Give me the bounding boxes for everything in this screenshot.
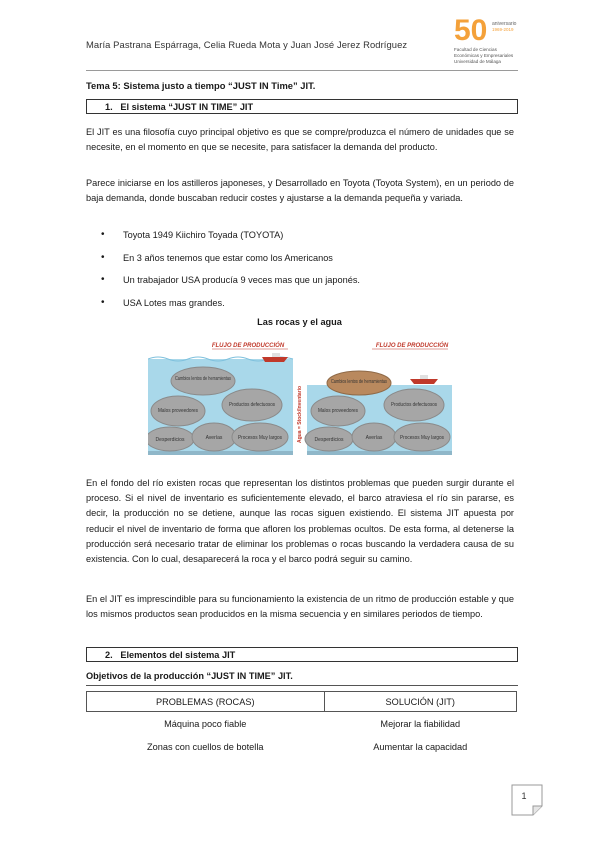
rock-label: Productos defectuosos xyxy=(229,402,276,408)
faculty-logo xyxy=(452,10,530,72)
topic-title: Tema 5: Sistema justo a tiempo “JUST IN Time” JIT. xyxy=(86,80,316,91)
rock-label: Desperdicios xyxy=(155,437,185,443)
origin-bullet-list xyxy=(101,230,360,320)
problems-solutions-table xyxy=(86,691,517,758)
logo-text-1: Facultad de Ciencias xyxy=(454,47,497,52)
logo-number: 50 xyxy=(454,14,488,47)
flow-label-right: FLUJO DE PRODUCCIÓN xyxy=(375,343,449,349)
paragraph-rocks-explanation: En el fondo del río existen rocas que representan los distintos problemas que pueden surgir durante el proceso. Si el nivel de inventario es suficientemente elevado, el barco atraviesa el río sin pararse, es decir, la producción no se detiene, aunque las rocas siguen existiendo. El sistema JIT apuesta por reducir el nivel de inventario de forma que afloren los problemas ocultos. De esta forma, al detenerse la producción será necesario tratar de eliminar los problemas o rocas buscando la verdadera causa de su existencia. Con lo cual, desaparecerá la roca y el barco podrá seguir su camino. xyxy=(86,478,514,565)
rock-label: Averías xyxy=(365,435,383,441)
table-cell: Máquina poco fiable xyxy=(164,718,247,729)
rock-label: Malos proveedores xyxy=(158,408,199,414)
page-number: 1 xyxy=(521,791,527,801)
section-1-number: 1. xyxy=(105,102,113,112)
header-authors: María Pastrana Espárraga, Celia Rueda Mota y Juan José Jerez Rodríguez xyxy=(86,39,408,50)
section-1-heading xyxy=(86,99,518,114)
low-inventory-panel xyxy=(305,333,452,455)
water-stock-label: Agua = Stock/Inventario xyxy=(297,385,303,443)
section-2-title: Elementos del sistema JIT xyxy=(120,650,236,660)
logo-subtitle: aniversario xyxy=(492,21,517,27)
section-2-heading xyxy=(86,647,518,662)
rock-label: Productos defectuosos xyxy=(391,402,438,408)
rock-label: Desperdicios xyxy=(314,437,344,443)
header-divider xyxy=(86,70,518,71)
page-number-box xyxy=(511,784,543,816)
logo-text-3: Universidad de Málaga xyxy=(454,59,501,64)
section-2-number: 2. xyxy=(105,650,113,660)
rock-label: Averías xyxy=(205,435,223,441)
logo-years: 1969-2019 xyxy=(492,27,514,32)
rock-label: Cambios lentos de herramientas xyxy=(175,376,232,382)
high-inventory-panel xyxy=(148,333,293,455)
list-item: • Un trabajador USA producía 9 veces mas que un japonés. xyxy=(101,275,360,298)
rock-label: Malos proveedores xyxy=(318,408,359,414)
table-header-solution: SOLUCIÓN (JIT) xyxy=(324,692,516,712)
list-item: • En 3 años tenemos que estar como los Americanos xyxy=(101,253,360,276)
table-header-problems: PROBLEMAS (ROCAS) xyxy=(87,692,325,712)
paragraph-stable-rhythm: En el JIT es imprescindible para su funcionamiento la existencia de un ritmo de producción estable y que los mismos productos sean producidos en la misma secuencia y en similares periodos de tiempo. xyxy=(86,594,514,620)
section-1-title: El sistema “JUST IN TIME” JIT xyxy=(120,102,254,112)
flow-label-left: FLUJO DE PRODUCCIÓN xyxy=(211,343,285,349)
logo-text-2: Económicas y Empresariales xyxy=(454,53,514,58)
table-row xyxy=(87,735,517,758)
rocks-water-figure xyxy=(148,333,452,455)
table-row xyxy=(87,712,517,736)
rock-label: Cambios lentos de herramientas xyxy=(331,379,388,385)
table-cell: Mejorar la fiabilidad xyxy=(380,718,461,729)
objectives-heading: Objetivos de la producción “JUST IN TIME” JIT. xyxy=(86,671,293,681)
table-cell: Zonas con cuellos de botella xyxy=(147,741,264,752)
objectives-underline xyxy=(86,685,518,686)
list-item: • Toyota 1949 Kiichiro Toyada (TOYOTA) xyxy=(101,230,360,253)
paragraph-jit-definition: El JIT es una filosofía cuyo principal objetivo es que se compre/produzca el número de unidades que se necesite, en el momento en que se necesite, para satisfacer la demanda del producto. xyxy=(86,127,514,153)
rock-label: Procesos Muy largos xyxy=(238,435,283,441)
table-header-row xyxy=(87,692,517,712)
figure-title: Las rocas y el agua xyxy=(257,317,342,327)
paragraph-jit-origin: Parece iniciarse en los astilleros japoneses, y Desarrollado en Toyota (Toyota System), en un periodo de baja demanda, donde buscaban reducir costes y ajustarse a la demanda pequeña y variada. xyxy=(86,178,514,204)
rock-label: Procesos Muy largos xyxy=(400,435,445,441)
list-item: • USA Lotes mas grandes. xyxy=(101,298,360,321)
table-cell: Aumentar la capacidad xyxy=(373,741,468,752)
